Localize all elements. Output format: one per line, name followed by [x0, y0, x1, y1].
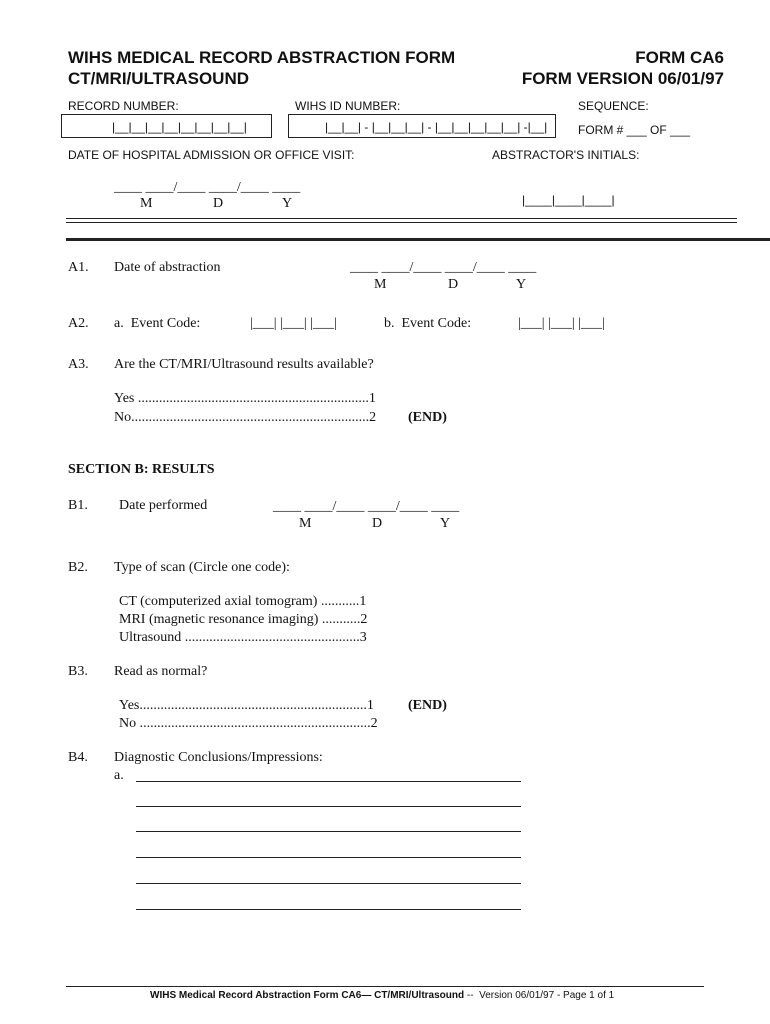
impression-line[interactable] [136, 883, 521, 884]
divider [66, 222, 737, 223]
abstraction-year-label: Y [516, 277, 527, 292]
performed-day-label: D [372, 516, 383, 531]
sequence-label: SEQUENCE: [578, 99, 649, 113]
performed-month-label: M [299, 516, 312, 531]
footer-title: WIHS Medical Record Abstraction Form CA6— CT/MRI/Ultrasound [150, 990, 465, 1001]
a2-number: A2. [68, 316, 89, 331]
b4-question: Diagnostic Conclusions/Impressions: [114, 750, 323, 765]
performed-year-label: Y [440, 516, 451, 531]
initials-field[interactable]: |____|____|____| [522, 193, 615, 207]
impression-line[interactable] [136, 909, 521, 910]
divider [66, 218, 737, 219]
section-b-heading: SECTION B: RESULTS [68, 462, 215, 477]
initials-label: ABSTRACTOR'S INITIALS: [492, 148, 640, 162]
admission-year-label: Y [282, 196, 293, 211]
record-number-label: RECORD NUMBER: [68, 99, 179, 113]
footer-divider [66, 986, 704, 987]
abstraction-day-label: D [448, 277, 459, 292]
a3-option-no[interactable]: No....................................................................2 [114, 410, 377, 425]
admission-date-label: DATE OF HOSPITAL ADMISSION OR OFFICE VISIT: [68, 148, 355, 162]
divider [66, 238, 770, 241]
b4-number: B4. [68, 750, 88, 765]
form-version: FORM VERSION 06/01/97 [521, 69, 724, 88]
wihs-id-field[interactable] [288, 114, 556, 138]
b2-option-ct[interactable]: CT (computerized axial tomogram) ...........1 [119, 594, 367, 609]
a1-number: A1. [68, 260, 89, 275]
admission-day-label: D [213, 196, 224, 211]
form-subtitle: CT/MRI/ULTRASOUND [68, 69, 249, 88]
record-number-mask: |__|__|__|__|__|__|__|__| [112, 120, 247, 134]
admission-month-label: M [140, 196, 153, 211]
wihs-id-label: WIHS ID NUMBER: [295, 99, 401, 113]
impression-line[interactable] [136, 781, 521, 782]
wihs-id-mask: |__|__| - |__|__|__| - |__|__|__|__|__| -|__| [325, 120, 548, 134]
b3-option-yes[interactable]: Yes.................................................................1 [119, 698, 374, 713]
b4-item-a-label: a. [114, 768, 124, 783]
admission-date-field[interactable]: ____ ____/____ ____/____ ____ [114, 180, 301, 195]
a3-end-instruction: (END) [408, 410, 447, 425]
b3-option-no[interactable]: No ..................................................................2 [119, 716, 378, 731]
b2-option-ultrasound[interactable]: Ultrasound ..................................................3 [119, 630, 367, 645]
a1-label: Date of abstraction [114, 260, 221, 275]
a3-question: Are the CT/MRI/Ultrasound results available? [114, 357, 374, 372]
form-id: FORM CA6 [635, 48, 724, 67]
form-title: WIHS MEDICAL RECORD ABSTRACTION FORM [68, 48, 456, 67]
a2-a-event-code-field[interactable]: |___| |___| |___| [250, 316, 337, 331]
a2-b-label: b. Event Code: [384, 316, 472, 331]
record-number-field[interactable] [61, 114, 272, 138]
a3-number: A3. [68, 357, 89, 372]
b3-number: B3. [68, 664, 88, 679]
a2-b-event-code-field[interactable]: |___| |___| |___| [518, 316, 605, 331]
abstraction-date-field[interactable]: ____ ____/____ ____/____ ____ [350, 260, 537, 275]
performed-date-field[interactable]: ____ ____/____ ____/____ ____ [273, 499, 460, 514]
b3-question: Read as normal? [114, 664, 208, 679]
a3-option-yes[interactable]: Yes ..................................................................1 [114, 391, 376, 406]
impression-line[interactable] [136, 806, 521, 807]
form-number-field[interactable]: FORM # ___ OF ___ [578, 123, 691, 137]
impression-line[interactable] [136, 831, 521, 832]
b1-number: B1. [68, 498, 88, 513]
b2-number: B2. [68, 560, 88, 575]
abstraction-month-label: M [374, 277, 387, 292]
a2-a-label: a. Event Code: [114, 316, 201, 331]
footer [150, 990, 614, 1001]
b1-label: Date performed [119, 498, 208, 513]
b2-option-mri[interactable]: MRI (magnetic resonance imaging) ...........2 [119, 612, 368, 627]
footer-version: -- Version 06/01/97 - Page 1 of 1 [464, 990, 615, 1001]
b3-end-instruction: (END) [408, 698, 447, 713]
b2-question: Type of scan (Circle one code): [114, 560, 290, 575]
impression-line[interactable] [136, 857, 521, 858]
